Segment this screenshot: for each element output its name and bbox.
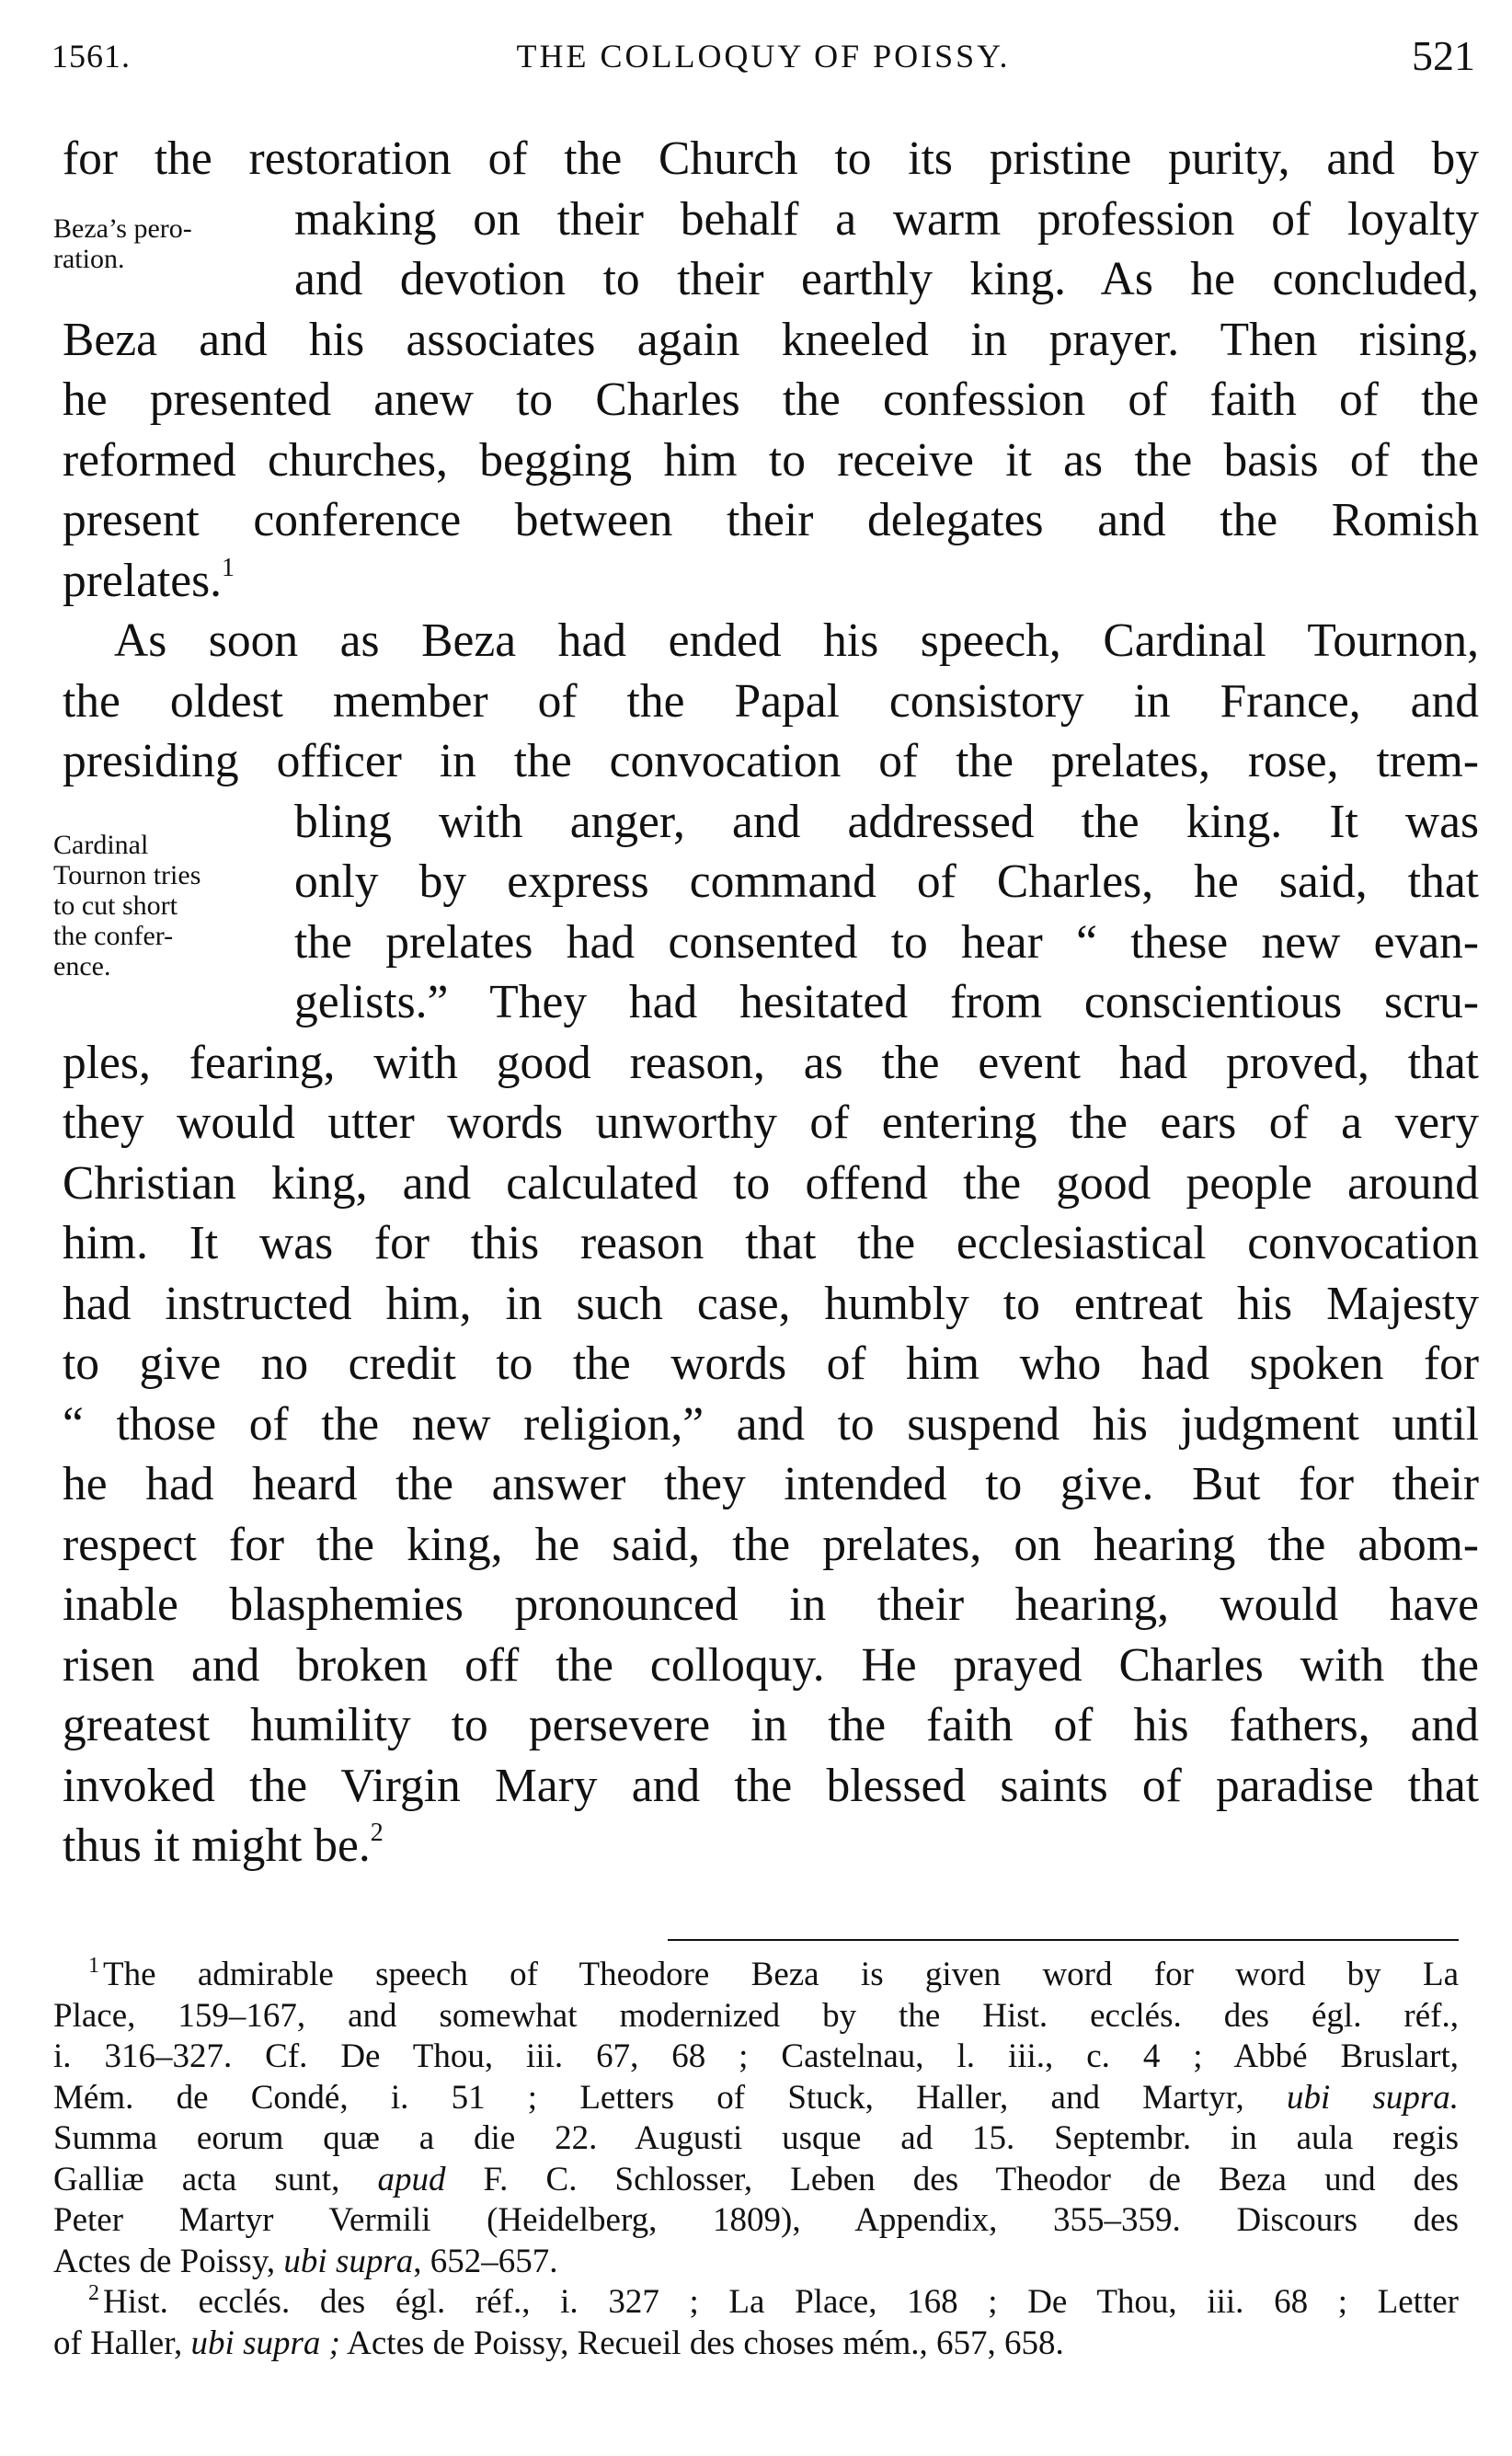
- footnote-number: 1: [88, 1954, 99, 1978]
- text-fragment: Mém. de Condé, i. 51 ; Letters of Stuck, Haller, and Martyr,: [53, 2078, 1287, 2117]
- page-number: 521: [1412, 32, 1475, 79]
- text-line: [63, 551, 1479, 612]
- text-line: As soon as Beza had ended his speech, Cardinal Tournon,: [114, 614, 1479, 667]
- text-fragment-italic: apud: [377, 2160, 446, 2198]
- text-line: greatest humility to persevere in the faith of his fathers, and: [63, 1699, 1479, 1751]
- text-fragment: The admirable speech of Theodore Beza is given word for word by La: [103, 1956, 1459, 1993]
- header-title: THE COLLOQUY OF POISSY.: [516, 38, 1011, 75]
- text-line: the prelates had consented to hear “ these new evan-: [294, 915, 1479, 969]
- footnote-rule: [668, 1939, 1459, 1941]
- text-line: for the restoration of the Church to its pristine purity, and by: [63, 132, 1479, 185]
- text-line: and devotion to their earthly king. As he concluded,: [294, 253, 1479, 305]
- text-line: gelists.” They had hesitated from conscientious scru-: [294, 976, 1479, 1028]
- footnotes: [53, 1955, 1459, 2364]
- footnote-line: [53, 2242, 1459, 2283]
- footnote-ref: 2: [370, 1819, 384, 1847]
- text-fragment: of Haller,: [53, 2324, 191, 2362]
- text-line: had instructed him, in such case, humbly to entreat his Majesty: [63, 1277, 1479, 1330]
- running-header: [52, 31, 1475, 77]
- text-line: to give no credit to the words of him who had spoken for: [63, 1337, 1479, 1390]
- text-fragment: , 652–657.: [413, 2242, 558, 2280]
- text-line: risen and broken off the colloquy. He prayed Charles with the: [63, 1638, 1479, 1692]
- text-fragment: Actes de Poissy, Recueil des choses mém., 657, 658.: [339, 2324, 1064, 2362]
- footnote-line: i. 316–327. Cf. De Thou, iii. 67, 68 ; Castelnau, l. iii., c. 4 ; Abbé Bruslart,: [53, 2037, 1459, 2075]
- text-line: bling with anger, and addressed the king. It was: [294, 795, 1479, 848]
- text-line: Beza and his associates again kneeled in prayer. Then rising,: [63, 313, 1479, 366]
- text-fragment-italic: ubi supra: [283, 2242, 414, 2280]
- footnote-line: [53, 2282, 1459, 2324]
- sidenote-line: the confer-: [53, 921, 174, 951]
- footnote-line: Peter Martyr Vermili (Heidelberg, 1809), Appendix, 355–359. Discours des: [53, 2201, 1459, 2239]
- text-line: the oldest member of the Papal consistory in France, and: [63, 674, 1479, 728]
- sidenote-line: ration.: [53, 244, 125, 274]
- body-text: [63, 129, 1479, 1876]
- footnote-line: [53, 2078, 1459, 2119]
- text-fragment: Actes de Poissy,: [53, 2242, 284, 2280]
- text-line: present conference between their delegates and the Romish: [63, 494, 1479, 546]
- text-line: inable blasphemies pronounced in their hearing, would have: [63, 1578, 1479, 1631]
- footnote-line: Summa eorum quæ a die 22. Augusti usque ad 15. Septembr. in aula regis: [53, 2119, 1459, 2157]
- text-line: ples, fearing, with good reason, as the event had proved, that: [63, 1036, 1479, 1089]
- text-line: [63, 1816, 1479, 1876]
- footnote-number: 2: [88, 2281, 99, 2305]
- sidenote-line: Beza’s pero-: [53, 213, 192, 244]
- text-line: only by express command of Charles, he said, that: [294, 855, 1479, 908]
- footnote-line: Place, 159–167, and somewhat modernized by the Hist. ecclés. des égl. réf.,: [53, 1996, 1459, 2035]
- footnote-line: [53, 1955, 1459, 1996]
- sidenote-line: Tournon tries: [53, 860, 201, 890]
- sidenote-line: to cut short: [53, 890, 178, 921]
- text-line: they would utter words unworthy of entering the ears of a very: [63, 1096, 1479, 1149]
- text-fragment: Galliæ acta sunt,: [53, 2160, 378, 2198]
- text-line: invoked the Virgin Mary and the blessed saints of paradise that: [63, 1759, 1479, 1812]
- text-fragment: prelates.: [63, 554, 223, 607]
- text-fragment: F. C. Schlosser, Leben des Theodor de Beza und des: [445, 2160, 1459, 2198]
- text-line: him. It was for this reason that the ecclesiastical convocation: [63, 1217, 1479, 1269]
- sidenote-line: Cardinal: [53, 830, 149, 860]
- footnote-line: [53, 2324, 1459, 2365]
- text-line: presiding officer in the convocation of the prelates, rose, trem-: [63, 735, 1479, 787]
- text-fragment-italic: ubi supra ;: [190, 2324, 340, 2362]
- header-year: 1561.: [52, 38, 131, 75]
- footnote-line: [53, 2160, 1459, 2201]
- text-line: Christian king, and calculated to offend the good people around: [63, 1156, 1479, 1210]
- text-line: he had heard the answer they intended to give. But for their: [63, 1458, 1479, 1510]
- text-line: reformed churches, begging him to receive it as the basis of the: [63, 433, 1479, 487]
- text-fragment: Hist. ecclés. des égl. réf., i. 327 ; La Place, 168 ; De Thou, iii. 68 ; Letter: [103, 2283, 1459, 2321]
- sidenote-line: ence.: [53, 951, 111, 981]
- text-line: making on their behalf a warm profession of loyalty: [294, 192, 1479, 246]
- text-fragment: thus it might be.: [63, 1819, 371, 1872]
- text-fragment-italic: ubi supra.: [1286, 2078, 1459, 2117]
- text-line: “ those of the new religion,” and to suspend his judgment until: [63, 1397, 1479, 1451]
- footnote-ref: 1: [222, 553, 235, 582]
- text-line: he presented anew to Charles the confession of faith of the: [63, 373, 1479, 426]
- text-line: respect for the king, he said, the prelates, on hearing the abom-: [63, 1518, 1479, 1571]
